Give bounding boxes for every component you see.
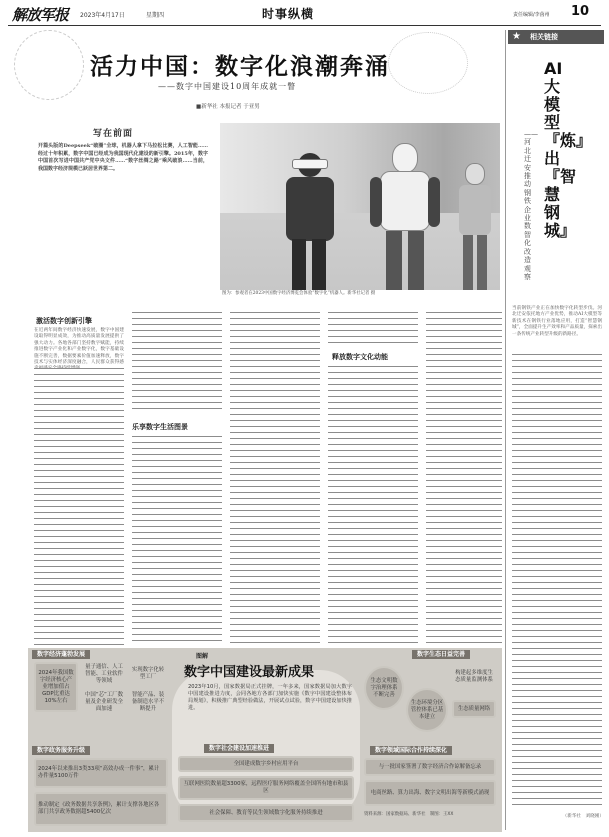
article-column-4 (328, 312, 418, 646)
info-title: 数字中国建设最新成果 (184, 665, 315, 680)
info-sec2-left: 生态文明数字治理体系不断完善 (364, 666, 404, 710)
info-sec1-right-bottom: 智能产品、装备制造水平不断提升 (131, 691, 165, 712)
info-sec5-row2: 电商丝路、算力出海、数字文明出海等新模式涌现 (364, 780, 496, 806)
article-column-5 (426, 312, 502, 646)
info-sec1-label: 数字经济蓬勃发展 (32, 650, 90, 659)
info-sec3-row2: 推动制定《政务数据共享条例》，累计支撑各地区各部门共享政务数据超5400亿次 (34, 792, 168, 826)
infographic (28, 648, 502, 832)
info-sec2-label: 数字生态日益完善 (412, 650, 470, 659)
related-headline: AI大模型『炼』出『智慧钢城』 (544, 59, 593, 240)
info-sec3-label: 数字政务服务升级 (32, 746, 90, 755)
col1-lead-text: 在近两年间数字经济快速发展，数字中国建设取得明显成效，为推动高质量发展提供了强大动力。各地各部门坚持数字赋能，持续推进数字产业化和产业数字化，数字基础设施不断完善，数据要素价值加速释放，数字技术与实体经济深度融合，人民群众获得感 (34, 328, 124, 366)
lead-text-placeholder (38, 143, 208, 235)
editor-credit: 责任编辑/李茵州 (513, 12, 550, 18)
info-sec5-row1: 与一批国家签署了数字经济合作谅解备忘录 (364, 758, 496, 776)
page-headline: 活力中国：数字化浪潮奔涌 (90, 54, 390, 80)
col2-text-lines-top (132, 312, 222, 410)
headline-icon-globe (14, 30, 84, 100)
info-sec4-label: 数字社会建设加速推进 (204, 744, 274, 753)
col4-text-lines-top (328, 312, 418, 344)
article-column-2 (132, 312, 222, 646)
col1-text-lines (34, 368, 124, 646)
info-sec2-right-top: 构建起多维度生态质量监测体系 (455, 670, 493, 683)
subhead-life: 乐享数字生活图景 (132, 423, 188, 431)
info-sec3-row1: 2024年以来推出3类33项“高效办成一件事”，累计办件量5100万件 (34, 758, 168, 788)
lead-paragraph: 开篇头版的Deepseek“破圈”全球，机器人拿下马拉松比赛，人工智能……经过十年积累，数字中国已经成为我国现代化建设的新引擎。2015年，数字中国首次写进中国共产党中央文件……“数字丝绸之路”乘风破浪……当前，我国数字经济规模已跃居世界第二。 (38, 143, 208, 172)
info-sec4-row2: 互联网医院数量超3300家，远程医疗服务网络覆盖全国所有地市和县区 (178, 776, 354, 800)
lead-block (38, 126, 208, 276)
headline-icon-ring (388, 32, 468, 94)
related-text-lines (512, 354, 602, 810)
article-column-1 (34, 328, 124, 646)
subhead-innovation: 激活数字创新引擎 (36, 317, 92, 325)
star-icon: ★ (512, 31, 521, 42)
info-sec2-mid: 生态环境分区管控体系已基本建立 (406, 688, 448, 732)
info-center-text: 2023年10月，国家数据局正式挂牌，一年多来，国家数据局加大数字中国建设推进力度，会同各地方各部门加快实施《数字中国建设整体布局规划》，积极推广典型经验做法，开展试点试验，数字中国建设加快推进。 (188, 684, 352, 711)
info-tu-badge: 图解 (196, 653, 209, 660)
feature-photo (220, 123, 500, 290)
related-signature: （新华社 刘晓刚） (562, 814, 604, 819)
info-credit: 资料来源：国家数据局、新华社 制图：王XX (364, 812, 454, 817)
lead-heading: 写在前面 (93, 129, 134, 139)
sidebar-divider (505, 30, 506, 830)
photo-caption: 图为：参观者在2023中国数字经济博览会体验“数字化”机器人。新华社记者 摄 (222, 291, 376, 296)
page-number: 10 (571, 4, 590, 19)
info-sec1-left: 2024年我国数字经济核心产业增加值占GDP比重达10%左右 (34, 662, 78, 712)
info-sec5-label: 数字领域国际合作持续深化 (370, 746, 452, 755)
subhead-culture: 释放数字文化动能 (332, 353, 388, 361)
section-name: 时事纵横 (262, 7, 315, 21)
related-title: 相关链接 (530, 33, 558, 41)
info-sec1-right-top: 实现数字化转型工厂 (131, 667, 165, 680)
related-subheadline: ——河北迁安推动钢铁企业数智化改造观察 (524, 130, 538, 281)
related-header (508, 30, 604, 44)
col5-text-lines (426, 312, 502, 646)
related-body-lead: 当前钢铁产业正在加快数字化转型步伐。河北迁安依托地方产业优势，推动AI大模型等新技术在钢铁行业落地应用，打造“智慧钢城”，全面提升生产效率和产品质量，探索出一条传统产业转型升级的新路径。 (512, 306, 602, 337)
newspaper-logo: 解放军报 (12, 6, 69, 24)
article-column-3 (230, 312, 320, 646)
headline-block (8, 28, 500, 116)
issue-weekday: 星期四 (146, 12, 165, 19)
info-sec4-row1: 全国建成数字乡村应用平台 (178, 756, 354, 772)
info-sec4-row3: 社会保障、教育等民生领域数字化服务持续推进 (178, 804, 354, 822)
related-links-sidebar (508, 30, 604, 830)
col3-text-lines (230, 312, 320, 646)
byline: ■新华社 本报记者 于亚男 (196, 104, 260, 110)
info-sec1-mid-top: 量子通信、人工智能、工业软件等领域 (85, 663, 123, 684)
issue-date: 2023年4月17日 (80, 12, 125, 19)
page-subheadline: ——数字中国建设10周年成就一瞥 (158, 82, 297, 91)
second-robot (455, 163, 495, 290)
info-sec1-mid-bottom: 中国“芯”工厂数量及企业研发全面加速 (85, 691, 123, 712)
masthead-rule (8, 25, 601, 26)
col2-text-lines-bottom (132, 436, 222, 646)
info-sec2-right-bottom: 生态质量网络 (452, 700, 496, 718)
visitor-figure (280, 153, 340, 290)
col4-text-lines-bottom (328, 366, 418, 646)
masthead (0, 0, 609, 27)
robot-figure (370, 143, 440, 290)
